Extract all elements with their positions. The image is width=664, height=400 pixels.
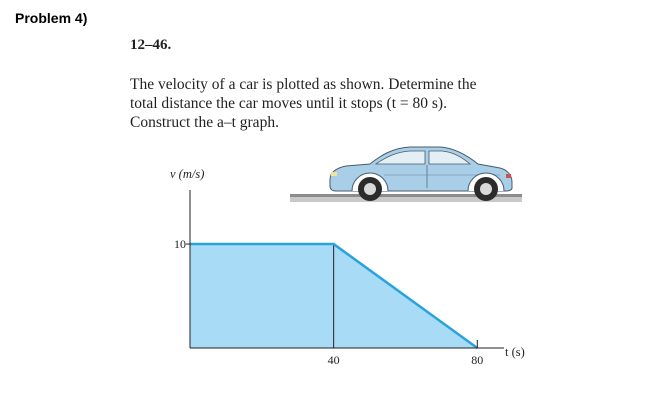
- car-illustration: [290, 147, 522, 202]
- problem-text-line: total distance the car moves until it stops (t = 80 s).: [130, 95, 447, 112]
- y-tick-label: 10: [174, 237, 186, 252]
- problem-number: 12–46.: [130, 37, 172, 53]
- problem-label: Problem 4): [15, 10, 88, 26]
- x-axis-label: t (s): [505, 345, 525, 359]
- problem-text-line: The velocity of a car is plotted as shown. Determine the: [130, 76, 477, 93]
- x-tick-label: 40: [327, 353, 340, 367]
- problem-text-line: Construct the a–t graph.: [130, 114, 279, 131]
- y-axis-label: v (m/s): [170, 167, 205, 181]
- x-tick-label: 80: [471, 353, 484, 367]
